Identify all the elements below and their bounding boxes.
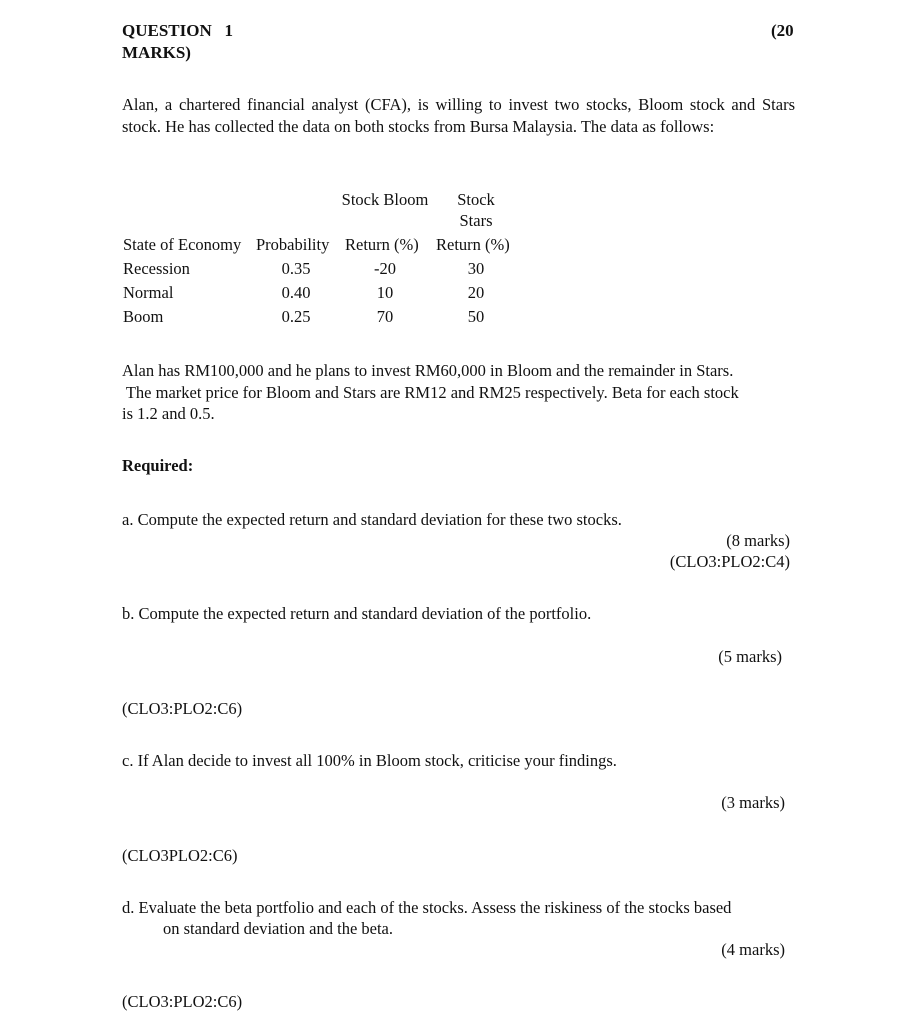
row-bloom-return: 70 <box>376 307 394 326</box>
row-probability: 0.40 <box>281 283 311 302</box>
question-d-line1: d. Evaluate the beta portfolio and each of the stocks. Assess the riskiness of the stocks based <box>122 898 732 917</box>
question-d-marks: (4 marks) <box>721 940 785 959</box>
header-stock-stars-line1: Stock <box>457 190 495 209</box>
row-state: Boom <box>123 307 164 326</box>
question-marks-close: MARKS) <box>122 43 191 62</box>
scenario-line: The market price for Bloom and Stars are RM12 and RM25 respectively. Beta for each stock <box>122 382 739 402</box>
row-state: Normal <box>123 283 174 302</box>
row-probability: 0.25 <box>281 307 311 326</box>
question-marks-open: (20 <box>771 21 794 40</box>
question-b-marks: (5 marks) <box>718 647 782 666</box>
question-c-clo: (CLO3PLO2:C6) <box>122 846 238 865</box>
column-header-stars-return: Return (%) <box>436 235 510 254</box>
question-title: QUESTION 1 <box>122 21 233 40</box>
header-stock-stars-line2: Stars <box>459 211 493 230</box>
question-b-clo: (CLO3:PLO2:C6) <box>122 699 243 718</box>
column-header-probability: Probability <box>256 235 330 254</box>
row-bloom-return: 10 <box>376 283 394 302</box>
intro-paragraph: Alan, a chartered financial analyst (CFA), is willing to invest two stocks, Bloom stock and Stars stock. He has collected the data on both stocks from Bursa Malaysia. The data as follows: <box>122 95 795 136</box>
scenario-line: Alan has RM100,000 and he plans to invest RM60,000 in Bloom and the remainder in Stars. <box>122 361 734 380</box>
question-d-text <box>122 897 797 939</box>
question-c-text: c. If Alan decide to invest all 100% in Bloom stock, criticise your findings. <box>122 751 617 770</box>
row-state: Recession <box>123 259 190 278</box>
question-a-clo: (CLO3:PLO2:C4) <box>669 552 790 571</box>
row-stars-return: 20 <box>467 283 485 302</box>
question-d-clo: (CLO3:PLO2:C6) <box>122 992 243 1011</box>
question-a-marks: (8 marks) <box>726 531 790 550</box>
row-stars-return: 50 <box>467 307 485 326</box>
question-b-text: b. Compute the expected return and standard deviation of the portfolio. <box>122 604 592 623</box>
row-stars-return: 30 <box>467 259 485 278</box>
scenario-paragraph <box>122 360 795 425</box>
question-d-line2: on standard deviation and the beta. <box>163 919 394 938</box>
row-probability: 0.35 <box>281 259 311 278</box>
required-heading: Required: <box>122 456 194 475</box>
header-stock-bloom: Stock Bloom <box>341 190 429 209</box>
question-c-marks: (3 marks) <box>721 793 785 812</box>
column-header-bloom-return: Return (%) <box>345 235 419 254</box>
column-header-state: State of Economy <box>123 235 242 254</box>
row-bloom-return: -20 <box>374 259 396 278</box>
scenario-line: is 1.2 and 0.5. <box>122 404 215 423</box>
question-a-text: a. Compute the expected return and standard deviation for these two stocks. <box>122 510 622 529</box>
